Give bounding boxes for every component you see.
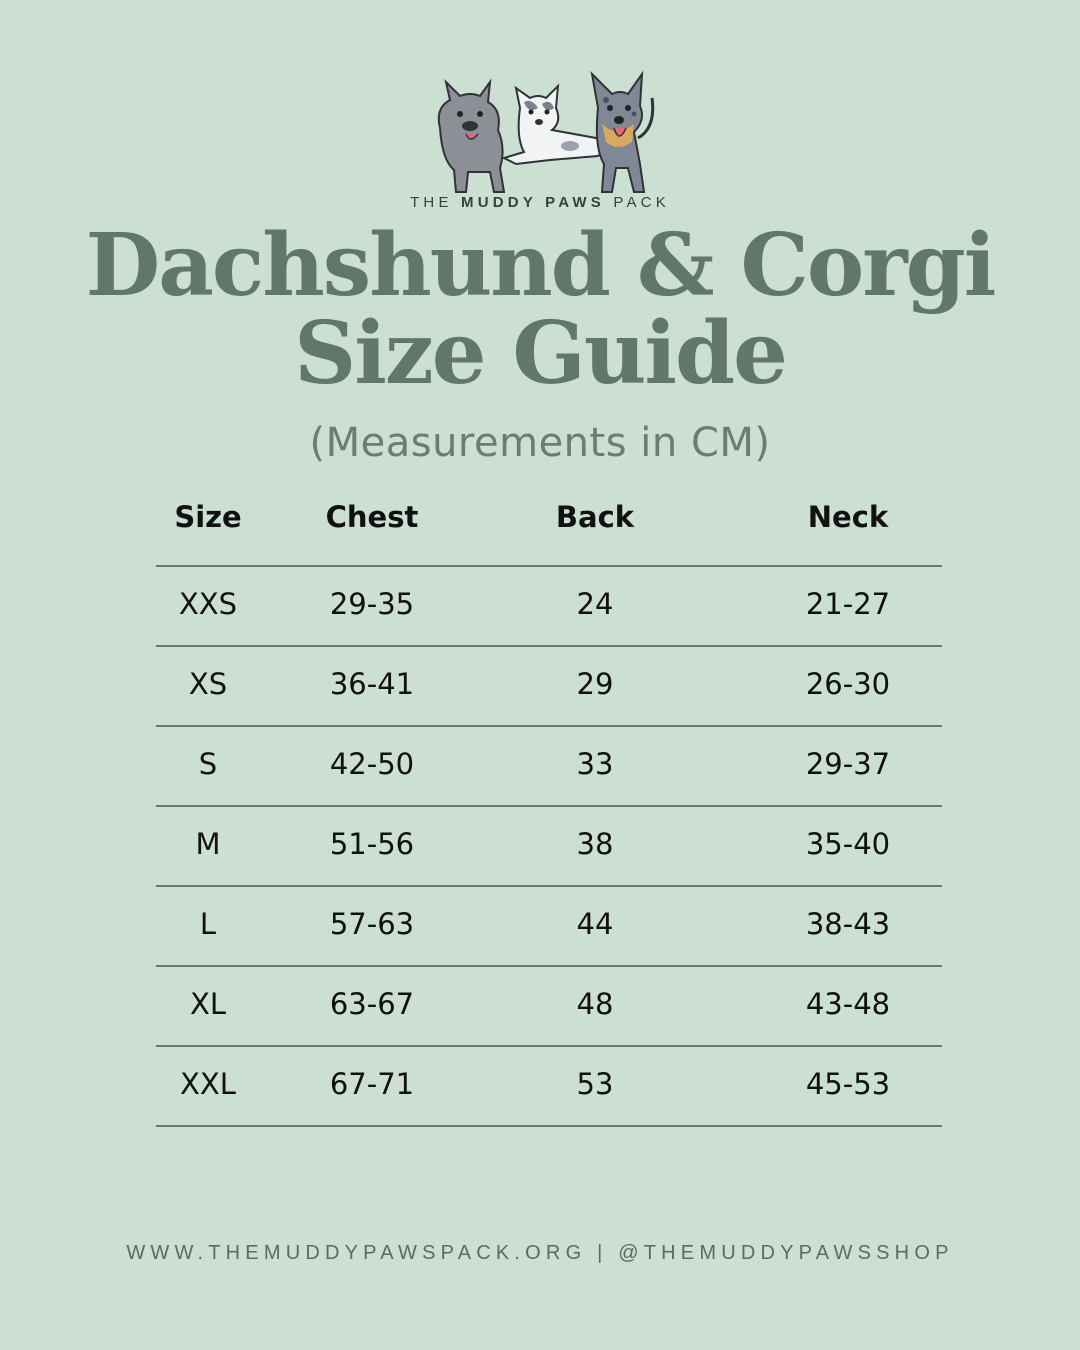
page-title: [0, 215, 1080, 404]
header-back: Back: [555, 500, 635, 534]
header-size: Size: [174, 500, 242, 534]
size-cell: XXL: [180, 1067, 236, 1101]
neck-cell: 29-37: [805, 747, 891, 781]
title-line-2: Size Guide: [294, 303, 786, 404]
back-cell: 44: [576, 907, 614, 941]
chest-cell: 63-67: [329, 987, 415, 1021]
size-cell: S: [198, 747, 218, 781]
table-row: [156, 887, 942, 967]
bulldog-icon: [439, 82, 504, 192]
header-neck: Neck: [807, 500, 889, 534]
three-dogs-illustration-icon: [420, 68, 660, 198]
size-table: [156, 492, 942, 1127]
brand-name-bold: MUDDY PAWS: [461, 194, 605, 211]
chest-cell: 67-71: [329, 1067, 415, 1101]
chest-cell: 36-41: [329, 667, 415, 701]
neck-cell: 38-43: [805, 907, 891, 941]
chest-cell: 57-63: [329, 907, 415, 941]
lying-dog-icon: [504, 86, 604, 164]
chest-cell: 51-56: [329, 827, 415, 861]
back-cell: 48: [576, 987, 614, 1021]
table-row: [156, 807, 942, 887]
chest-cell: 42-50: [329, 747, 415, 781]
title-line-1: Dachshund & Corgi: [85, 215, 995, 316]
header-chest: Chest: [325, 500, 419, 534]
neck-cell: 43-48: [805, 987, 891, 1021]
chest-cell: 29-35: [329, 587, 415, 621]
table-row: [156, 1047, 942, 1127]
brand-prefix: THE: [410, 194, 453, 211]
back-cell: 29: [576, 667, 614, 701]
neck-cell: 21-27: [805, 587, 891, 621]
table-row: [156, 727, 942, 807]
size-cell: XS: [188, 667, 228, 701]
footer-links: WWW.THEMUDDYPAWSPACK.ORG | @THEMUDDYPAWSSHOP: [126, 1242, 954, 1264]
back-cell: 24: [576, 587, 614, 621]
neck-cell: 35-40: [805, 827, 891, 861]
table-row: [156, 567, 942, 647]
table-header-row: [156, 492, 942, 567]
size-cell: L: [199, 907, 217, 941]
back-cell: 33: [576, 747, 614, 781]
size-cell: XXS: [178, 587, 238, 621]
neck-cell: 45-53: [805, 1067, 891, 1101]
back-cell: 53: [576, 1067, 614, 1101]
back-cell: 38: [576, 827, 614, 861]
brand-name: [0, 194, 1080, 211]
page-subtitle: (Measurements in CM): [309, 420, 771, 466]
neck-cell: 26-30: [805, 667, 891, 701]
size-cell: M: [195, 827, 221, 861]
brand-suffix: PACK: [613, 194, 670, 211]
size-cell: XL: [189, 987, 227, 1021]
table-row: [156, 647, 942, 727]
table-row: [156, 967, 942, 1047]
merle-dog-icon: [592, 74, 653, 192]
